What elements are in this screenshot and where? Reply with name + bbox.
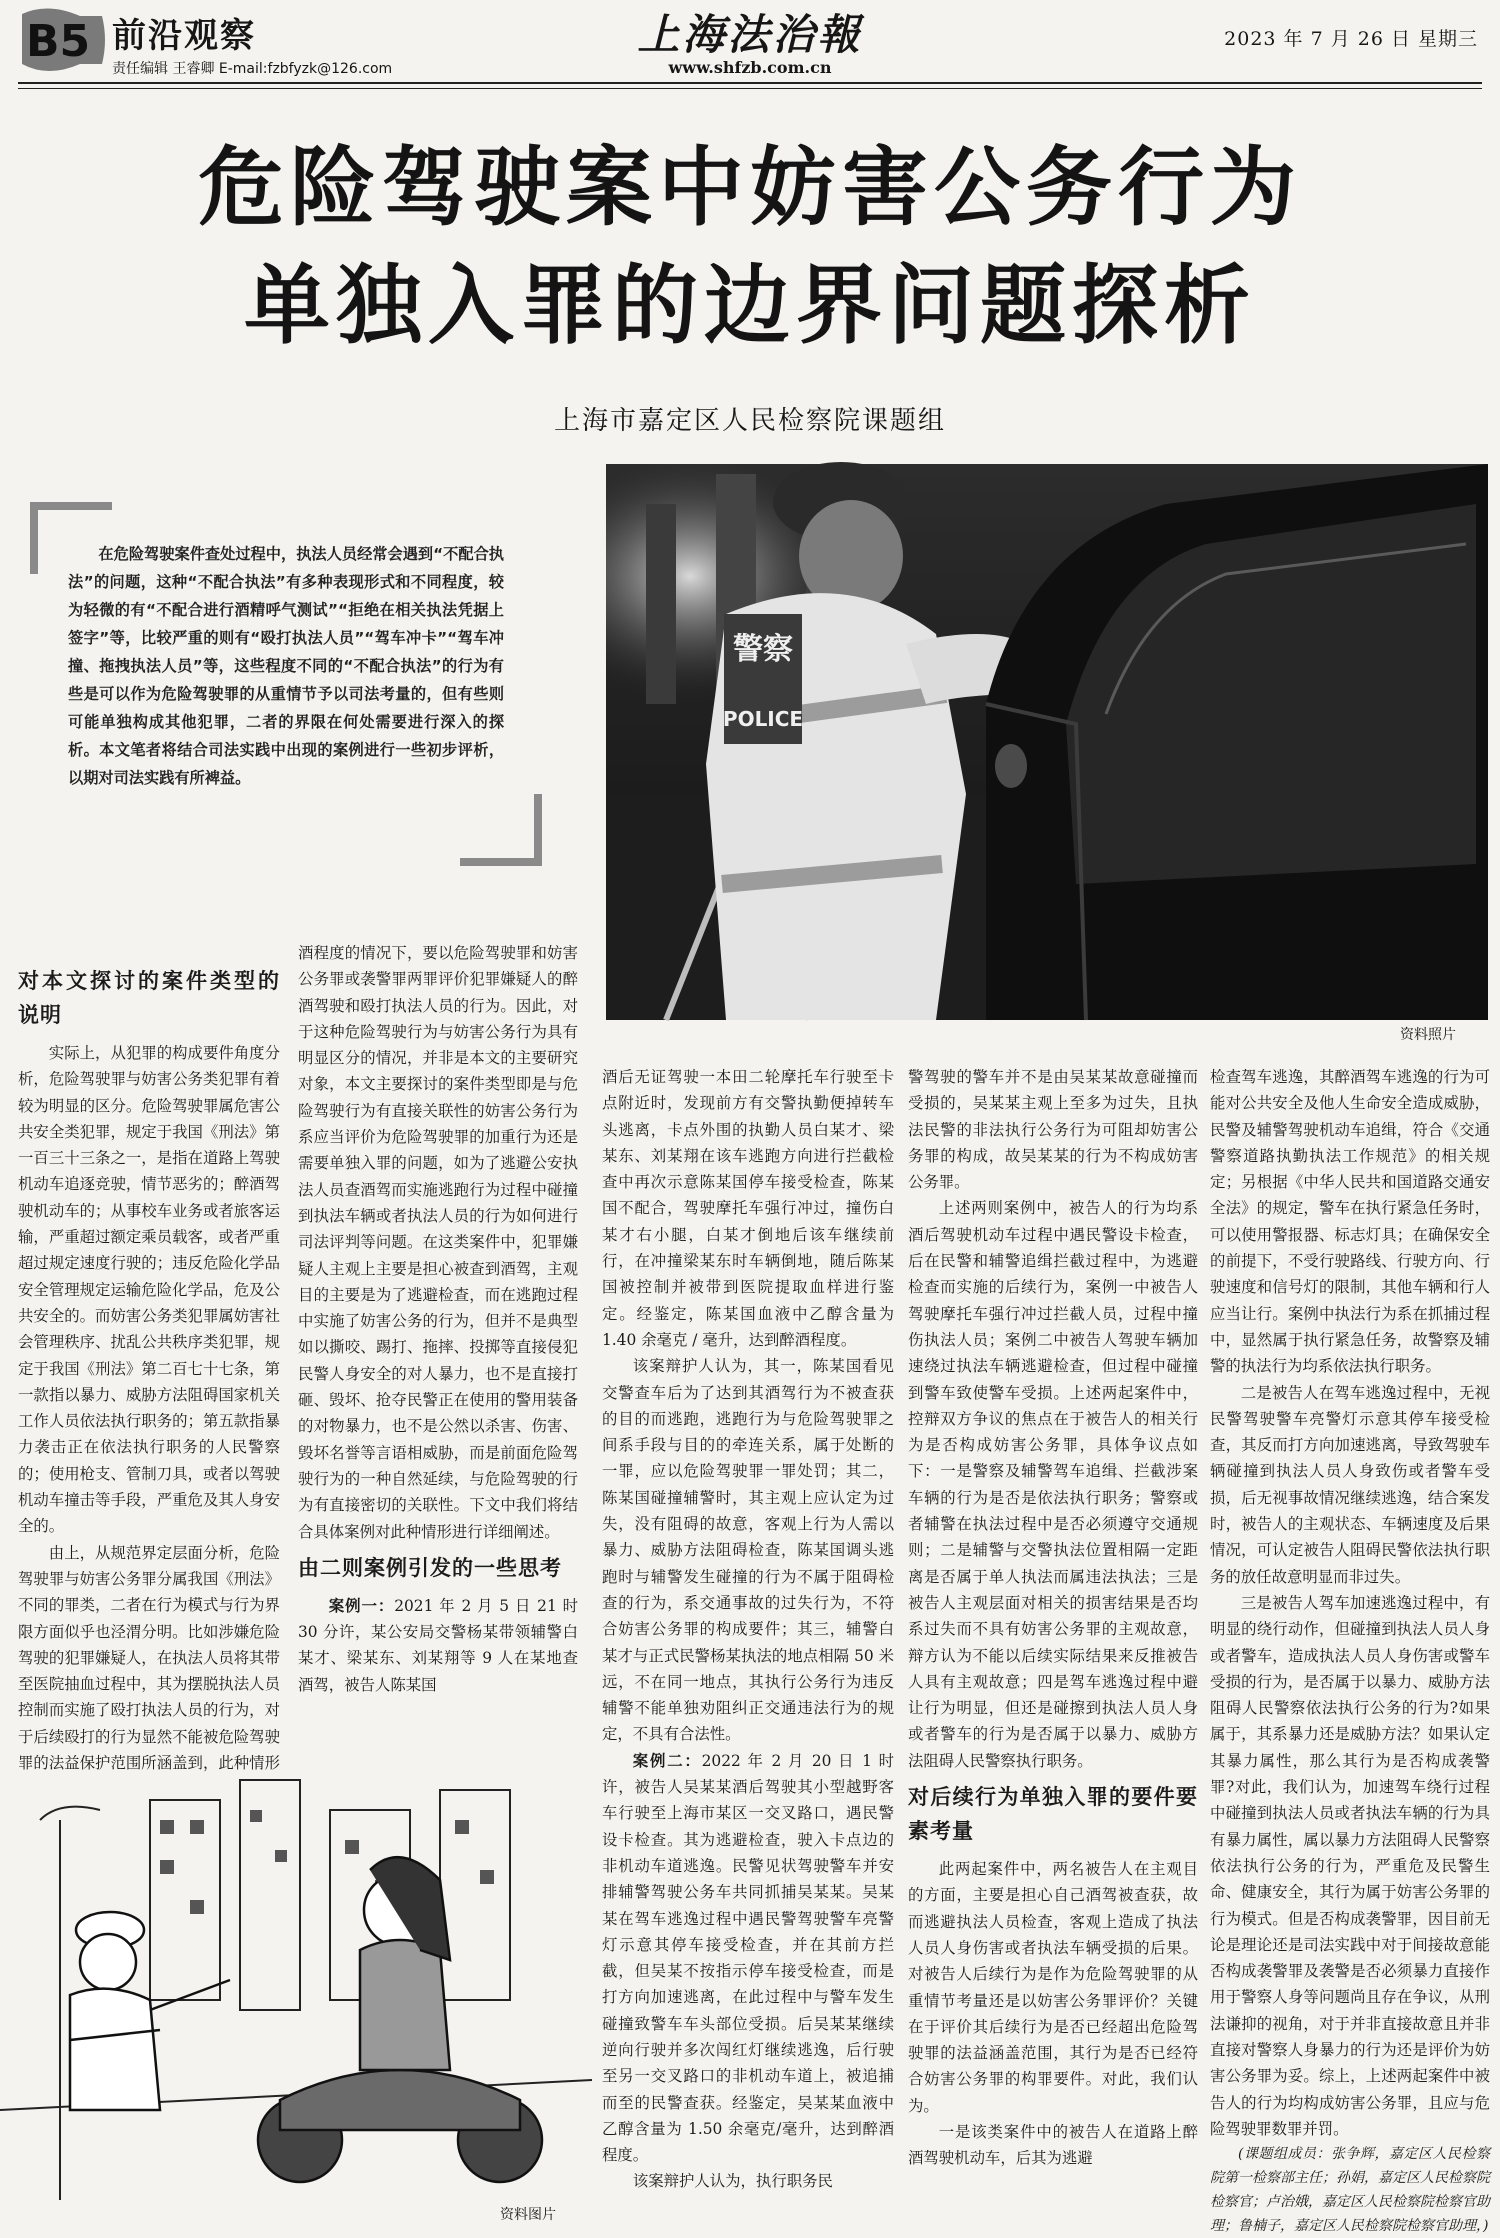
vest-text-english: POLICE (722, 707, 804, 731)
cartoon-illustration (0, 1780, 592, 2200)
abstract-bracket-close (460, 794, 542, 866)
article-column-3 (602, 1064, 894, 2224)
research-group-members: (课题组成员：张争辉，嘉定区人民检察院第一检察部主任；孙娟，嘉定区人民检察院检察官；卢治娥，嘉定区人民检察院检察官助理；鲁楠子，嘉定区人民检察院检察官助理，) (1210, 2146, 1490, 2235)
paragraph: 三是被告人驾车加速逃逸过程中，有明显的绕行动作，但碰撞到执法人员人身或者警车，造成执法人员人身伤害或警车受损的行为，是否属于以暴力、威胁方法阻碍人民警察依法执行公务的行为?如果属于，其系暴力还是威胁方法？如果认定其暴力属性，那么其行为是否构成袭警罪?对此，我们认为，加速驾车绕行过程中碰撞到执法人员或者执法车辆的行为具有暴力属性，属以暴力方法阻碍人民警察依法执行公务的行为，严重危及民警生命、健康安全，其行为属于妨害公务罪的行为模式。但是否构成袭警罪，因目前无论是理论还是司法实践中对于间接故意能否构成袭警罪及袭警是否必须暴力直接作用于警察人身等问题尚且存在争议，从刑法谦抑的视角，对于并非直接故意且并非直接对警察人身暴力的行为还是评价为妨害公务罪为妥。综上，上述两起案件中被告人的行为均构成妨害公务罪，且应与危险驾驶罪数罪并罚。 (1210, 1593, 1490, 2138)
section-heading-two-cases: 由二则案例引发的一些思考 (298, 1555, 562, 1580)
header-rule (18, 82, 1482, 84)
article-column-1 (18, 958, 280, 1788)
paragraph: 酒程度的情况下，要以危险驾驶罪和妨害公务罪或袭警罪两罪评价犯罪嫌疑人的醉酒驾驶和殴打执法人员的行为。因此，对于这种危险驾驶行为与妨害公务行为具有明显区分的情况，并非是本文的主要研究对象，本文主要探讨的案件类型即是与危险驾驶行为有直接关联性的妨害公务行为系应当评价为危险驾驶罪的加重行为还是需要单独入罪的问题，如为了逃避公安执法人员查酒驾而实施逃跑行为过程中碰撞到执法车辆或者执法人员的行为如何进行司法评判等问题。在这类案件中，犯罪嫌疑人主观上主要是担心被查到酒驾，主观目的主要是为了逃避检查，而在逃跑过程中实施了妨害公务的行为，但并不是典型如以撕咬、踢打、拖摔、投掷等直接侵犯民警人身安全的对人暴力，也不是直接打砸、毁坏、抢夺民警正在使用的警用装备的对物暴力，也不是公然以杀害、伤害、毁坏名誉等言语相威胁，而是前面危险驾驶行为的一种自然延续，与危险驾驶的行为有直接密切的关联性。下文中我们将结合具体案例对此种情形进行详细阐述。 (298, 944, 578, 1541)
paragraph: 一是该类案件中的被告人在道路上醉酒驾驶机动车，后其为逃避 (908, 2122, 1198, 2168)
page-number-badge (18, 6, 108, 72)
section-heading-case-types: 对本文探讨的案件类型的说明 (18, 969, 280, 1027)
paragraph: 检查驾车逃逸，其醉酒驾车逃逸的行为可能对公共安全及他人生命安全造成威胁，民警及辅警驾驶机动车追缉，符合《交通警察道路执勤执法工作规范》的相关规定；另根据《中华人民共和国道路交通安全法》的规定，警车在执行紧急任务时，可以使用警报器、标志灯具；在确保安全的前提下，不受行驶路线、行驶方向、行驶速度和信号灯的限制，其他车辆和行人应当让行。案例中执法行为系在抓捕过程中，显然属于执行紧急任务，故警察及辅警的执法行为均系依法执行职务。 (1210, 1068, 1490, 1376)
vest-text-chinese: 警察 (733, 632, 793, 667)
headline-line-1: 危险驾驶案中妨害公务行为 (198, 138, 1302, 238)
paragraph: 该案辩护人认为，其一，陈某国看见交警查车后为了达到其酒驾行为不被查获的目的而逃跑，逃跑行为与危险驾驶罪之间系手段与目的的牵连关系，属于处断的一罪，应以危险驾驶罪一罪处罚；其二，陈某国碰撞辅警时，其主观上应认定为过失，没有阻碍的故意，客观上行为人需以暴力、威胁方法阻碍检查，陈某国调头逃跑时与辅警发生碰撞的行为不属于阻碍检查的行为，系交通事故的过失行为，不符合妨害公务罪的构成要件；其三，辅警白某才与正式民警杨某执法的地点相隔 50 米远，不在同一地点，其执行公务行为违反辅警不能单独劝阻纠正交通违法行为的规定，不具有合法性。 (602, 1357, 894, 1744)
article-column-2 (298, 940, 578, 1760)
paragraph-case-2 (602, 1748, 894, 2169)
paragraph: 酒后无证驾驶一本田二轮摩托车行驶至卡点附近时，发现前方有交警执勤便掉转车头逃离，卡点外围的执勤人员白某才、梁某东、刘某翔在该车逃跑方向进行拦截检查中再次示意陈某国停车接受检查，陈某国不配合，驾驶摩托车强行冲过，撞伤白某才右小腿，白某才倒地后该车继续前行，在冲撞梁某东时车辆倒地，随后陈某国被控制并被带到医院提取血样进行鉴定。经鉴定，陈某国血液中乙醇含量为 1.40 余毫克 / 毫升，达到醉酒程度。 (602, 1068, 894, 1349)
editor-info: 责任编辑 王睿卿 E-mail:fzbfyzk@126.com (112, 61, 393, 77)
case-1-label: 案例一： (328, 1596, 395, 1615)
paragraph: 二是被告人在驾车逃逸过程中，无视民警驾驶警车亮警灯示意其停车接受检查，其反而打方向加速逃离，导致驾驶车辆碰撞到执法人员人身致伤或者警车受损，后无视事故情况继续逃逸，结合案发时，被告人的主观状态、车辆速度及后果情况，可认定被告人阻碍民警依法执行职务的放任故意明显而非过失。 (1210, 1383, 1490, 1586)
paragraph: 实际上，从犯罪的构成要件角度分析，危险驾驶罪与妨害公务类犯罪有着较为明显的区分。危险驾驶罪属危害公共安全类犯罪，规定于我国《刑法》第一百三十三条之一，是指在道路上驾驶机动车追逐竞驶，情节恶劣的；醉酒驾驶机动车的；从事校车业务或者旅客运输，严重超过额定乘员载客，或者严重超过规定速度行驶的；违反危险化学品安全管理规定运输危险化学品，危及公共安全的。而妨害公务类犯罪属妨害社会管理秩序、扰乱公共秩序类犯罪，规定于我国《刑法》第二百七十七条，第一款指以暴力、威胁方法阻碍国家机关工作人员依法执行职务的；第五款指暴力袭击正在依法执行职务的人民警察的；使用枪支、管制刀具，或者以驾驶机动车撞击等手段，严重危及其人身安全的。 (18, 1044, 280, 1536)
byline: 上海市嘉定区人民检察院课题组 (553, 406, 946, 436)
paragraph: 警驾驶的警车并不是由吴某某故意碰撞而受损的，吴某某主观上至多为过失，且执法民警的非法执行公务行为可阻却妨害公务罪的构成，故吴某某的行为不构成妨害公务罪。 (908, 1068, 1198, 1192)
cartoon-caption: 资料图片 (500, 2207, 556, 2223)
paragraph: 此两起案件中，两名被告人在主观目的方面，主要是担心自己酒驾被查获，故而逃避执法人员检查，客观上造成了执法人员人身伤害或者执法车辆受损的后果。对被告人后续行为是作为危险驾驶罪的从重情节考量还是以妨害公务罪评价？关键在于评价其后续行为是否已经超出危险驾驶罪的法益涵盖范围，其行为是否已经符合妨害公务罪的构罪要件。对此，我们认为。 (908, 1860, 1198, 2115)
article-column-5 (1210, 1064, 1490, 2235)
headline-line-2: 单独入罪的边界问题探析 (244, 256, 1256, 356)
section-heading-elements: 对后续行为单独入罪的要件要素考量 (908, 1785, 1198, 1844)
article-column-4 (908, 1064, 1198, 2224)
case-2-text: 2022 年 2 月 20 日 1 时许，被告人吴某某酒后驾驶其小型越野客车行驶至上海市某区一交叉路口，遇民警设卡检查。其为逃避检查，驶入卡点边的非机动车道逃逸。民警见状驾驶警车并安排辅警驾驶公务车共同抓捕吴某某。吴某某在驾车逃逸过程中遇民警驾驶警车亮警灯示意其停车接受检查，并在其前方拦截，但吴某不按指示停车接受检查，而是打方向加速逃离，在此过程中与警车发生碰撞致警车车头部位受损。后吴某某继续逆向行驶并多次闯红灯继续逃逸，后行驶至另一交叉路口的非机动车道上，被追捕而至的民警查获。经鉴定，吴某某血液中乙醇含量为 1.50 余毫克/毫升，达到醉酒程度。 (602, 1751, 894, 2165)
paragraph: 由上，从规范界定层面分析，危险驾驶罪与妨害公务罪分属我国《刑法》不同的罪类，二者在行为模式与行为界限方面似乎也泾渭分明。比如涉嫌危险驾驶的犯罪嫌疑人，在执法人员将其带至医院抽血过程中，其为摆脱执法人员控制而实施了殴打执法人员的行为，对于后续殴打的行为显然不能被危险驾驶罪的法益保护范围所涵盖到，此种情形 (18, 1543, 280, 1773)
section-title: 前沿观察 (112, 16, 256, 56)
page-number-text: B5 (26, 16, 91, 67)
newspaper-url: www.shfzb.com.cn (668, 58, 832, 77)
paragraph: 该案辩护人认为，执行职务民 (632, 2172, 833, 2191)
photo-caption: 资料照片 (1400, 1027, 1456, 1043)
paragraph: 上述两则案例中，被告人的行为均系酒后驾驶机动车过程中遇民警设卡检查，后在民警和辅警追缉拦截过程中，为逃避检查而实施的后续行为，案例一中被告人驾驶摩托车强行冲过拦截人员，过程中撞伤执法人员；案例二中被告人驾驶车辆加速绕过执法车辆逃避检查，但过程中碰撞到警车致使警车受损。上述两起案件中，控辩双方争议的焦点在于被告人的相关行为是否构成妨害公务罪，具体争议点如下：一是警察及辅警驾车追缉、拦截涉案车辆的行为是否是依法执行职务；警察或者辅警在执法过程中是否必须遵守交通规则；二是辅警与交警执法位置相隔一定距离是否属于单人执法而属违法执法；三是被告人主观层面对相关的损害结果是否均系过失而不具有妨害公务罪的主观故意，辩方认为不能以后续实际结果来反推被告人具有主观故意；四是驾车逃逸过程中避让行为明显，但还是碰擦到执法人员人身或者警车的行为是否属于以暴力、威胁方法阻碍人民警察执行职务。 (908, 1199, 1198, 1770)
police-checkpoint-photo (606, 464, 1488, 1020)
article-abstract: 在危险驾驶案件查处过程中，执法人员经常会遇到“不配合执法”的问题，这种“不配合执法”有多种表现形式和不同程度，较为轻微的有“不配合进行酒精呼气测试”“拒绝在相关执法凭据上签字”等，比较严重的则有“殴打执法人员”“驾车冲卡”“驾车冲撞、拖拽执法人员”等，这些程度不同的“不配合执法”的行为有些是可以作为危险驾驶罪的从重情节予以司法考量的，但有些则可能单独构成其他犯罪，二者的界限在何处需要进行深入的探析。本文笔者将结合司法实践中出现的案例进行一些初步评析，以期对司法实践有所裨益。 (68, 545, 504, 787)
case-1-text: 2021 年 2 月 5 日 21 时 30 分许，某公安局交警杨某带领辅警白某才、梁某东、刘某翔等 9 人在某地查酒驾，被告人陈某国 (298, 1596, 578, 1694)
header-rule-thin (18, 88, 1482, 89)
paragraph-case-1 (298, 1593, 578, 1698)
case-2-label: 案例二： (632, 1751, 702, 1770)
newspaper-masthead: 上海法治報 (637, 10, 863, 59)
issue-date: 2023 年 7 月 26 日 星期三 (1224, 28, 1478, 50)
